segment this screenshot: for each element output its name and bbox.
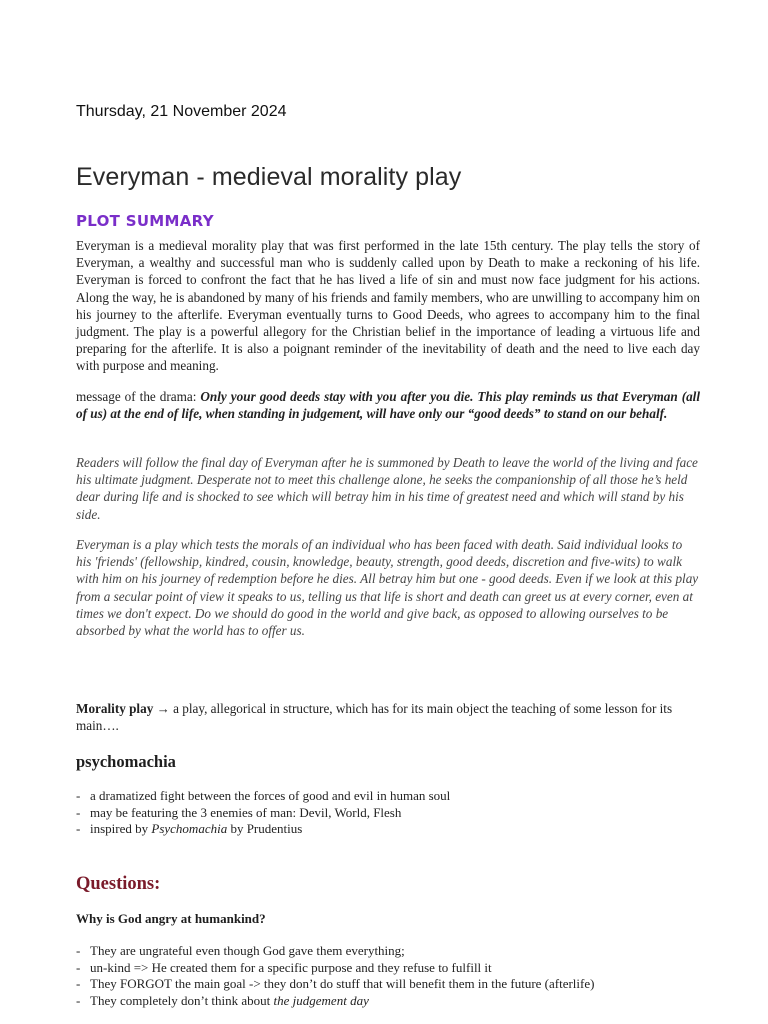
bullet-dash: - <box>76 804 81 820</box>
list-item-emphasis: Psychomachia <box>151 821 228 836</box>
bullet-dash: - <box>76 959 81 975</box>
list-item-prefix: inspired by <box>90 821 152 836</box>
list-item <box>76 960 700 977</box>
readers-paragraph: Readers will follow the final day of Everyman after he is summoned by Death to leave the world of the living and face his ultimate judgment. Desperate not to meet this challenge alone, he seeks the companionship of all those he’s held dear during life and is shocked to see which will betray him in his time of greatest need and which will stand by his side. <box>76 455 698 522</box>
list-item <box>76 976 700 993</box>
psychomachia-heading: psychomachia <box>76 752 176 771</box>
message-text: Only your good deeds stay with you after you die. This play reminds us that Everyman (all of us) at the end of life, when standing in judgement, will have only our “good deeds” to stand on our behalf. <box>76 389 701 422</box>
note-date: Thursday, 21 November 2024 <box>76 103 287 120</box>
bullet-dash: - <box>76 788 81 803</box>
message-paragraph <box>76 388 700 422</box>
morality-play-term: Morality play <box>76 701 154 716</box>
list-item <box>76 943 700 960</box>
list-item-prefix: They completely don’t think about <box>90 992 274 1008</box>
list-item <box>76 805 700 822</box>
page-title: Everyman - medieval morality play <box>76 163 462 191</box>
plot-summary-paragraph: Everyman is a medieval morality play that was first performed in the late 15th century. The play tells the story of Everyman, a wealthy and successful man who is suddenly called upon by Death to make a reckoning of his life. Everyman is forced to confront the fact that he has lived a life of sin and must now face judgment for his actions. Along the way, he is abandoned by many of his friends and family members, who are unwilling to accompany him on his journey to the afterlife. Everyman eventually turns to Good Deeds, who agrees to accompany him to the final judgment. The play is a powerful allegory for the Christian belief in the importance of leading a virtuous life and preparing for the afterlife. It is also a poignant reminder of the inevitability of death and the need to live each day with purpose and meaning. <box>76 238 700 374</box>
morality-play-text: → a play, allegorical in structure, which has for its main object the teaching of some lesson for its main…. <box>76 701 673 734</box>
bullet-dash: - <box>76 976 81 991</box>
list-item <box>76 788 700 805</box>
list-item-text <box>90 821 302 838</box>
list-item <box>76 821 700 838</box>
bullet-dash: - <box>76 943 81 958</box>
bullet-dash: - <box>76 992 81 1008</box>
answers-list <box>76 943 700 1009</box>
list-item-text <box>90 993 369 1010</box>
question-1: Why is God angry at humankind? <box>76 911 266 926</box>
list-item-suffix: by Prudentius <box>227 821 303 836</box>
bullet-dash: - <box>76 821 81 836</box>
psychomachia-list <box>76 788 700 838</box>
list-item-text: They are ungrateful even though God gave them everything; <box>90 943 405 958</box>
list-item-emphasis: the judgement day <box>273 992 369 1008</box>
plot-summary-heading: PLOT SUMMARY <box>76 212 214 230</box>
list-item-text: They FORGOT the main goal -> they don’t do stuff that will benefit them in the future (afterlife) <box>90 976 595 991</box>
list-item-text: a dramatized fight between the forces of good and evil in human soul <box>90 788 451 803</box>
list-item <box>76 993 700 1010</box>
list-item-text: may be featuring the 3 enemies of man: Devil, World, Flesh <box>90 804 402 820</box>
list-item-text: un-kind => He created them for a specific purpose and they refuse to fulfill it <box>90 959 492 975</box>
morality-play-definition <box>76 700 700 734</box>
message-label: message of the drama: <box>76 389 201 404</box>
questions-heading: Questions: <box>76 874 161 894</box>
morals-paragraph: Everyman is a play which tests the morals of an individual who has been faced with death. Said individual looks to his 'friends' (fellowship, kindred, cousin, knowledge, beauty, strength, good deeds, discretion and five-wits) to walk with him on his journey of redemption before he dies. All betray him but one - good deeds. Even if we look at this play from a secular point of view it speaks to us, telling us that life is short and death can greet us at every corner, even at times we don't expect. Do we should do good in the world and give back, as opposed to allowing ourselves to be absorbed by what the world has to offer us. <box>76 537 699 639</box>
